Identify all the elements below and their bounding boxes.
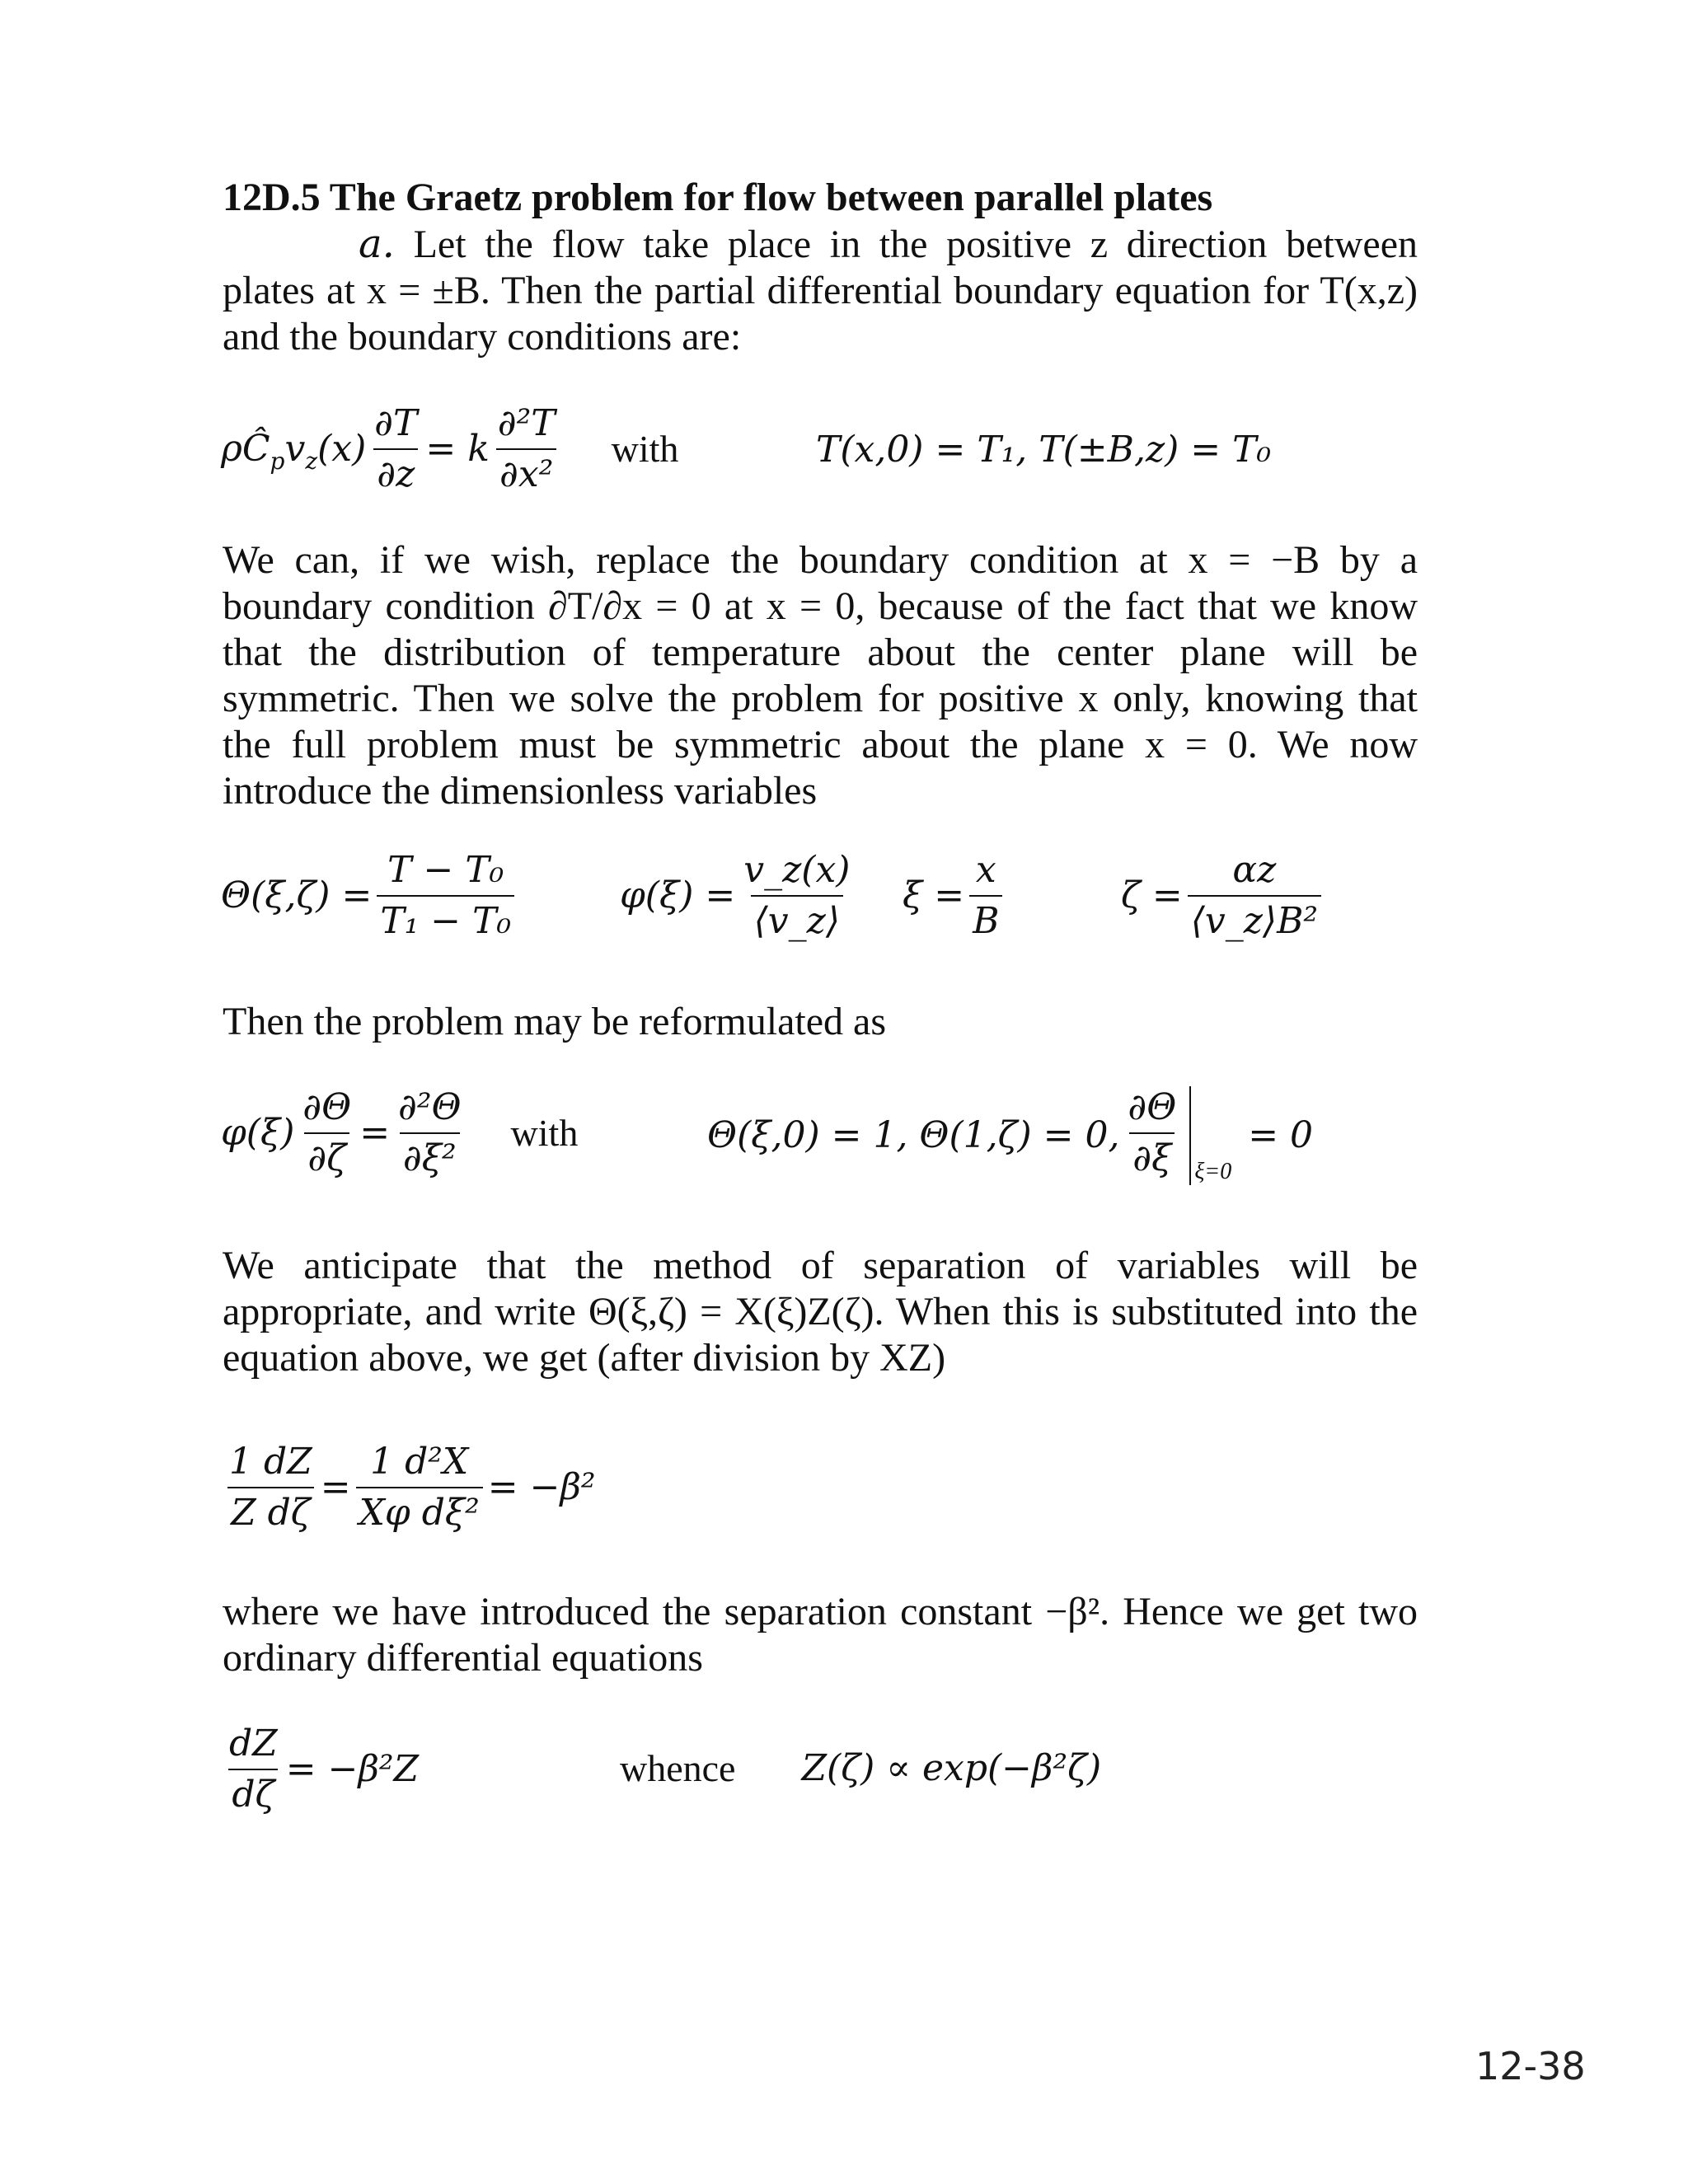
eq5-frac-dZ-dzeta: $\frac{dZ}{d\zeta}$ bbox=[229, 1722, 278, 1816]
eq2-xi-definition bbox=[903, 849, 1007, 943]
eq4-rhs: = −β² bbox=[487, 1466, 596, 1508]
eq3-frac-dTheta-dxi: $\frac{\partial\Theta}{\partial\xi}$ bbox=[1128, 1086, 1177, 1179]
eq3-eval-subscript: ξ=0 bbox=[1194, 1159, 1232, 1184]
eq2-zeta-definition bbox=[1121, 849, 1326, 943]
eq2-theta-lhs: Θ(ξ,ζ) = bbox=[221, 874, 373, 916]
eq1-with-label: with bbox=[611, 428, 679, 470]
eq3-boundary-conditions bbox=[707, 1086, 1313, 1185]
eq3-equals: = bbox=[359, 1112, 391, 1154]
eq2-theta-frac: $\frac{\text{T − T₀}}{\text{T₁ − T₀}}$ bbox=[377, 849, 514, 943]
eq5-result: Z(ζ) ∝ exp(−β²ζ) bbox=[801, 1747, 1102, 1789]
paragraph-separation: We anticipate that the method of separation of variables will be appropriate, and write Θ(ξ,ζ) = X(ξ)Z(ζ). When this is substituted into the equation above, we get (after division by XZ) bbox=[223, 1244, 1418, 1380]
eq1-lhs: $\rho Ĉ_pv_z(x)$ bbox=[221, 428, 367, 475]
eq2-phi-lhs: φ(ξ) = bbox=[620, 874, 736, 916]
eq2-xi-lhs: ξ = bbox=[903, 874, 965, 916]
eq3-evaluated-derivative bbox=[1119, 1086, 1191, 1185]
eq3-frac-dTheta-dzeta: $\frac{\partial\Theta}{\partial\zeta}$ bbox=[302, 1086, 352, 1179]
equation-ode-z bbox=[221, 1722, 419, 1816]
eq4-frac-X: $\frac{\text{1 d²X}}{\text{Xφ dξ²}}$ bbox=[356, 1441, 483, 1535]
eq1-frac-dT-dz: $\frac{\partial T}{\partial z}$ bbox=[374, 402, 418, 495]
eq3-bc-text: Θ(ξ,0) = 1, Θ(1,ζ) = 0, bbox=[707, 1114, 1120, 1156]
eq3-phi: φ(ξ) bbox=[221, 1112, 295, 1154]
eq2-phi-frac: $\frac{v\_z(x)}{⟨v\_z⟩}$ bbox=[743, 849, 851, 942]
equation-dimensionless bbox=[221, 1086, 578, 1180]
eq3-with-label: with bbox=[510, 1112, 579, 1154]
paragraph-reformulated: Then the problem may be reformulated as bbox=[223, 1000, 887, 1043]
eq4-frac-Z: $\frac{1 dZ}{\text{Z dζ}}$ bbox=[229, 1441, 312, 1534]
section-heading: 12D.5 The Graetz problem for flow between parallel plates bbox=[223, 176, 1213, 219]
eq2-zeta-lhs: ζ = bbox=[1121, 874, 1183, 916]
page-number: 12-38 bbox=[1475, 2044, 1586, 2088]
eq2-phi-definition bbox=[620, 849, 858, 943]
equation-separated bbox=[221, 1441, 596, 1535]
paragraph-symmetry: We can, if we wish, replace the boundary condition at x = −B by a boundary condition ∂T/∂x = 0 at x = 0, because of the fact that we know that the distribution of temperature about the center plane will be symmetric. Then we solve the problem for positive x only, knowing that the full problem must be symmetric about the plane x = 0. We now introduce the dimensionless variables bbox=[223, 538, 1418, 813]
eq2-zeta-frac: $\frac{\alpha z}{\text{⟨v\_z⟩B²}}$ bbox=[1188, 849, 1321, 943]
paragraph-intro-text: Let the flow take place in the positive z direction between plates at x = ±B. Then the partial differential boundary equation for T(x,z) and the boundary conditions are: bbox=[223, 223, 1418, 359]
eq3-frac-d2Theta-dxi2: $\frac{\text{∂²Θ}}{\text{∂ξ²}}$ bbox=[398, 1086, 462, 1179]
eq1-boundary-conditions: T(x,0) = T₁, T(±B,z) = T₀ bbox=[816, 429, 1272, 471]
eq5-whence-label: whence bbox=[620, 1747, 736, 1789]
eq1-frac-d2T-dx2: $\frac{\text{∂²T}}{\text{∂x²}}$ bbox=[497, 402, 556, 495]
paragraph-intro bbox=[223, 221, 1418, 360]
part-label: a. bbox=[359, 221, 395, 267]
eq1-equals-k: = k bbox=[425, 428, 490, 470]
eq2-theta-definition bbox=[221, 849, 519, 943]
eq5-rhs: = −β²Z bbox=[285, 1748, 420, 1790]
paragraph-constant: where we have introduced the separation constant −β². Hence we get two ordinary differential equations bbox=[223, 1590, 1418, 1680]
eq5-solution bbox=[620, 1747, 1101, 1790]
eq3-rhs: = 0 bbox=[1248, 1114, 1314, 1156]
equation-energy bbox=[221, 402, 678, 496]
eq4-equals: = bbox=[320, 1466, 351, 1508]
eq2-xi-frac: $\frac{x}{B}$ bbox=[969, 849, 1002, 943]
